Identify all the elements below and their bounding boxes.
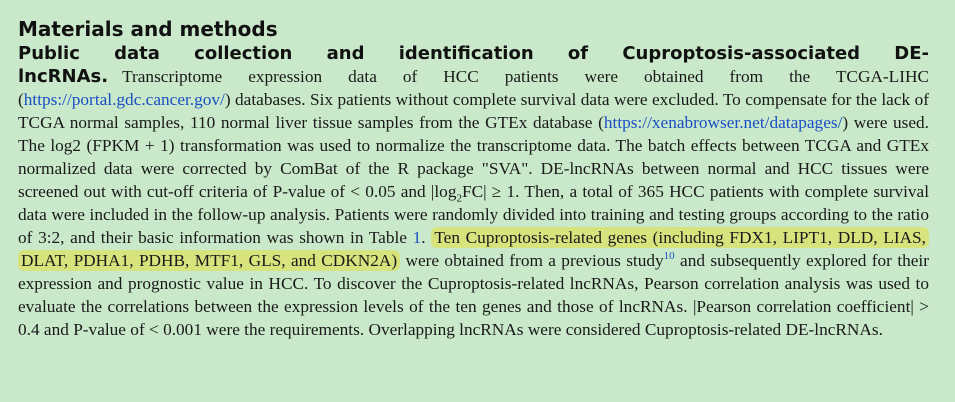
text-segment: FC| ≥ 1. Then, a total of 365 HCC patients with complete survival data were included in the follow-up analysis. Patients were randomly divided into training and testing groups according to the ratio of 3:2, and their basic information was shown in Table	[18, 182, 929, 247]
text-segment: were obtained from a previous study	[400, 251, 664, 270]
text-segment: ) were used. The log2 (FPKM + 1) transformation was used to normalize the transcriptome data. The batch effects between TCGA and GTEx normalized data were corrected by ComBat of the R package "SVA". DE-lncRNAs between normal and HCC tissues were screened out with cut-off criteria of P-value of < 0.05 and |log	[18, 113, 930, 201]
text-segment: ) databases. Six patients without complete survival data were excluded. To compensate for the lack of TCGA normal samples, 110 normal liver tissue samples from the GTEx database (	[18, 90, 929, 132]
table-reference-link[interactable]: 1	[412, 228, 422, 247]
text-segment: Transcriptome expression data of HCC patients were obtained from the TCGA-LIHC (	[18, 67, 929, 109]
citation-reference[interactable]: 10	[663, 250, 675, 263]
highlighted-genes-text: Ten Cuproptosis-related genes (including FDX1, LIPT1, DLD, LIAS, DLAT, PDHA1, PDHB, MTF1, GLS, and CDKN2A)	[18, 227, 929, 271]
xena-browser-link[interactable]: https://xenabrowser.net/datapages/	[603, 113, 843, 132]
gdc-portal-link[interactable]: https://portal.gdc.cancer.gov/	[23, 90, 225, 109]
log-subscript: 2	[456, 192, 462, 205]
subsection-heading: Public data collection and identification of Cuproptosis-associated DE-lncRNAs.	[18, 43, 929, 87]
section-title: Materials and methods	[18, 17, 278, 41]
text-segment: .	[421, 228, 432, 247]
text-segment: and subsequently explored for their expression and prognostic value in HCC. To discover the Cuproptosis-related lncRNAs, Pearson correlation analysis was used to evaluate the correlations between the expression levels of the ten genes and those of lncRNAs. |Pearson correlation coefficient| > 0.4 and P-value of < 0.001 were the requirements. Overlapping lncRNAs were considered Cuproptosis-related DE-lncRNAs.	[18, 251, 929, 339]
methods-paragraph	[18, 42, 929, 341]
